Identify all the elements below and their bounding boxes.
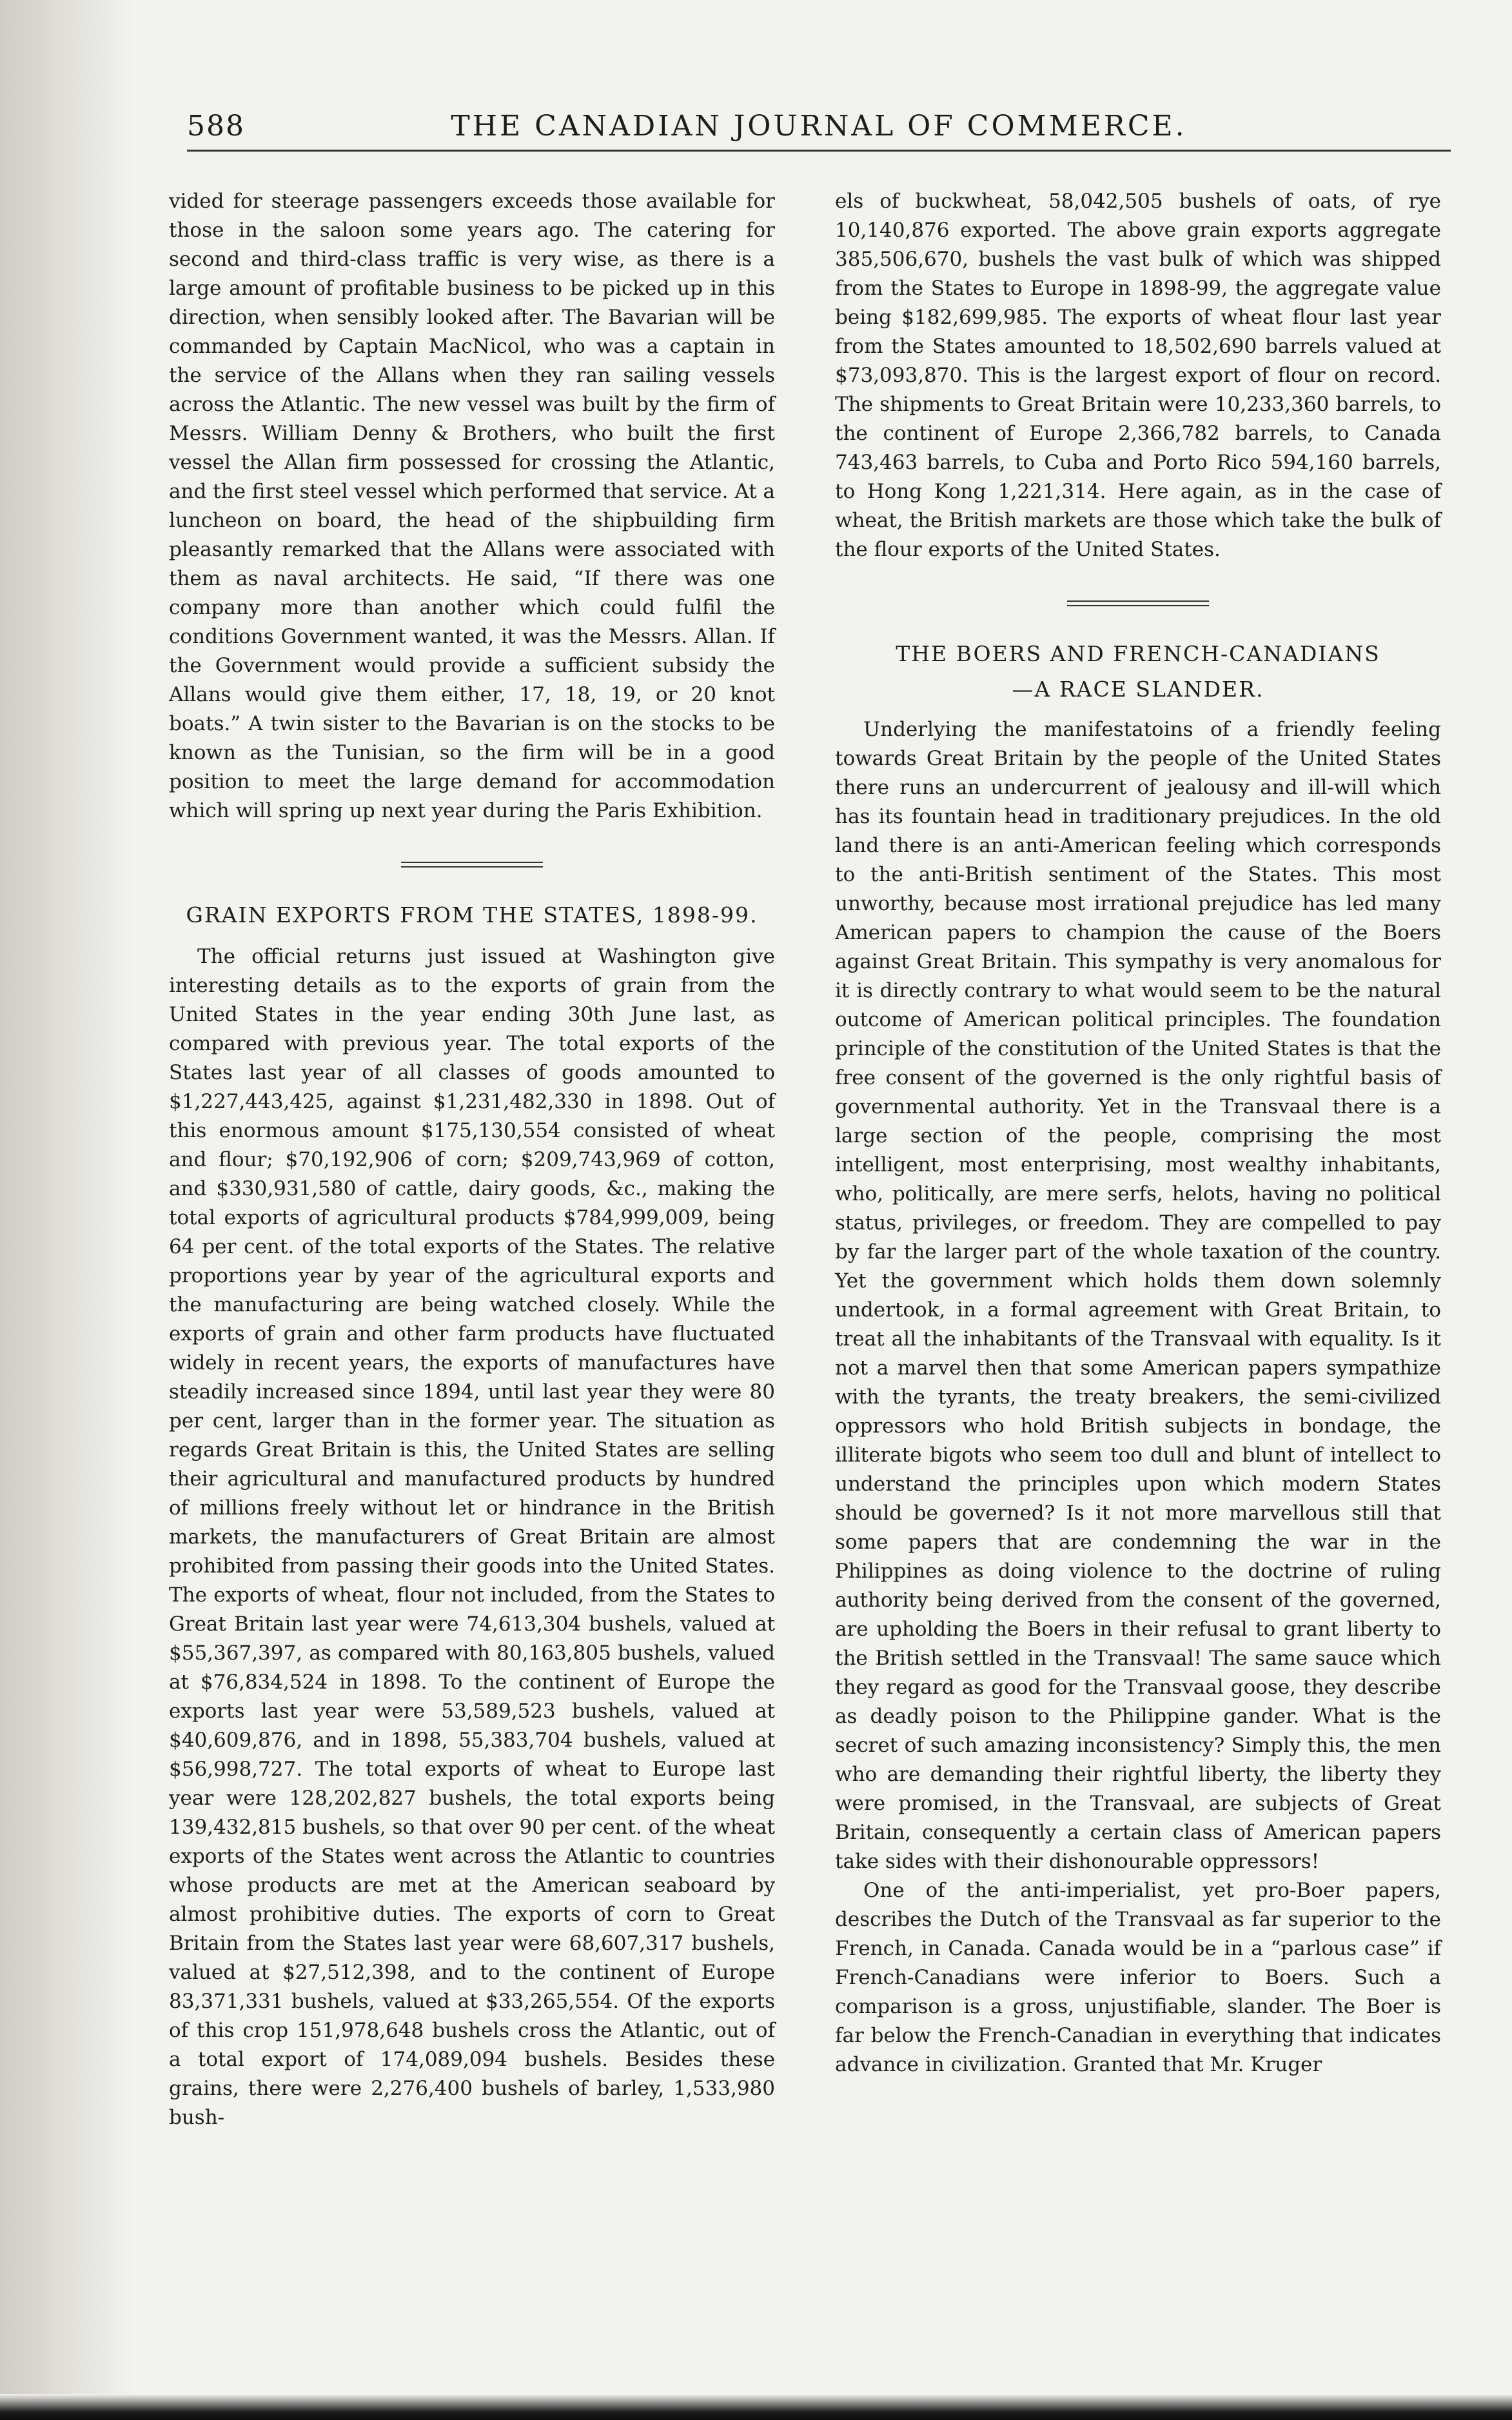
page-bottom-edge <box>0 2394 1512 2420</box>
page-header <box>187 110 1451 148</box>
right-column <box>835 187 1441 2380</box>
boers-heading-line1: THE BOERS AND FRENCH-CANADIANS <box>896 641 1380 666</box>
left-column <box>169 187 775 2380</box>
journal-title: THE CANADIAN JOURNAL OF COMMERCE. <box>451 110 1187 143</box>
header-rule <box>187 150 1451 152</box>
steamship-paragraph: vided for steerage passengers exceeds those available for those in the saloon some years ago. The catering for second and third-class traffic is very wise, as there is a large amount of profitable business to be picked up in this direction, when sensibly looked after. The Bavarian will be commanded by Captain MacNicol, who was a captain in the service of the Allans when they ran sailing vessels across the Atlantic. The new vessel was built by the firm of Messrs. William Denny & Brothers, who built the first vessel the Allan firm possessed for crossing the Atlantic, and the first steel vessel which performed that service. At a luncheon on board, the head of the shipbuilding firm pleasantly remarked that the Allans were associated with them as naval architects. He said, “If there was one company more than another which could fulfil the conditions Government wanted, it was the Messrs. Allan. If the Government would provide a sufficient subsidy the Allans would give them either, 17, 18, 19, or 20 knot boats.” A twin sister to the Bavarian is on the stocks to be known as the Tunisian, so the firm will be in a good position to meet the large demand for accommodation which will spring up next year during the Paris Exhibition. <box>169 190 775 822</box>
page-number: 588 <box>187 110 245 143</box>
grain-continued-paragraph: els of buckwheat, 58,042,505 bushels of oats, of rye 10,140,876 exported. The above grain exports aggregate 385,506,670, bushels the vast bulk of which was shipped from the States to Europe in 1898-99, the aggregate value being $182,699,985. The exports of wheat flour last year from the States amounted to 18,502,690 barrels valued at $73,093,870. This is the largest export of flour on record. The shipments to Great Britain were 10,233,360 barrels, to the continent of Europe 2,366,782 barrels, to Canada 743,463 barrels, to Cuba and Porto Rico 594,160 barrels, to Hong Kong 1,221,314. Here again, as in the case of wheat, the British markets are those which take the bulk of the flour exports of the United States. <box>835 190 1441 561</box>
section-divider <box>1067 600 1209 606</box>
boers-paragraph-1: Underlying the manifestatoins of a friendly feeling towards Great Britain by the people of the United States there runs an undercurrent of jealousy and ill-will which has its fountain head in traditionary prejudices. In the old land there is an anti-American feeling which corresponds to the anti-British sentiment of the States. This most unworthy, because most irrational prejudice has led many American papers to champion the cause of the Boers against Great Britain. This sympathy is very anomalous for it is directly contrary to what would seem to be the natural outcome of American political principles. The foundation principle of the constitution of the United States is that the free consent of the governed is the only rightful basis of governmental authority. Yet in the Transvaal there is a large section of the people, comprising the most intelligent, most enterprising, most wealthy inhabitants, who, politically, are mere serfs, helots, having no political status, privileges, or freedom. They are compelled to pay by far the larger part of the whole taxation of the country. Yet the government which holds them down solemnly undertook, in a formal agreement with Great Britain, to treat all the inhabitants of the Transvaal with equality. Is it not a marvel then that some American papers sympathize with the tyrants, the treaty breakers, the semi-civilized oppressors who hold British subjects in bondage, the illiterate bigots who seem too dull and blunt of intellect to understand the principles upon which modern States should be governed? Is it not more marvellous still that some papers that are condemning the war in the Philippines as doing violence to the doctrine of ruling authority being derived from the consent of the governed, are upholding the Boers in their refusal to grant liberty to the British settled in the Transvaal! The same sauce which they regard as good for the Transvaal goose, they describe as deadly poison to the Philippine gander. What is the secret of such amazing inconsistency? Simply this, the men who are demanding their rightful liberty, the liberty they were promised, in the Transvaal, are subjects of Great Britain, consequently a certain class of American papers take sides with their dishonourable oppressors! <box>835 718 1441 1873</box>
boers-heading-line2: —A RACE SLANDER. <box>1012 677 1264 702</box>
grain-exports-paragraph: The official returns just issued at Washington give interesting details as to the exports of grain from the United States in the year ending 30th June last, as compared with previous year. The total exports of the States last year of all classes of goods amounted to $1,227,443,425, against $1,231,482,330 in 1898. Out of this enormous amount $175,130,554 consisted of wheat and flour; $70,192,906 of corn; $209,743,969 of cotton, and $330,931,580 of cattle, dairy goods, &c., making the total exports of agricultural products $784,999,009, being 64 per cent. of the total exports of the States. The relative proportions year by year of the agricultural exports and the manufacturing are being watched closely. While the exports of grain and other farm products have fluctuated widely in recent years, the exports of manufactures have steadily increased since 1894, until last year they were 80 per cent, larger than in the former year. The situation as regards Great Britain is this, the United States are selling their agricultural and manufactured products by hundred of millions freely without let or hindrance in the British markets, the manufacturers of Great Britain are almost prohibited from passing their goods into the United States. The exports of wheat, flour not included, from the States to Great Britain last year were 74,613,304 bushels, valued at $55,367,397, as compared with 80,163,805 bushels, valued at $76,834,524 in 1898. To the continent of Europe the exports last year were 53,589,523 bushels, valued at $40,609,876, and in 1898, 55,383,704 bushels, valued at $56,998,727. The total exports of wheat to Europe last year were 128,202,827 bushels, the total exports being 139,432,815 bushels, so that over 90 per cent. of the wheat exports of the States went across the Atlantic to countries whose products are met at the American seaboard by almost prohibitive duties. The exports of corn to Great Britain from the States last year were 68,607,317 bushels, valued at $27,512,398, and to the continent of Europe 83,371,331 bushels, valued at $33,265,554. Of the exports of this crop 151,978,648 bushels cross the Atlantic, out of a total export of 174,089,094 bushels. Besides these grains, there were 2,276,400 bushels of barley, 1,533,980 bush- <box>169 945 775 2129</box>
grain-exports-heading: GRAIN EXPORTS FROM THE STATES, 1898-99. <box>186 902 758 927</box>
section-divider <box>401 862 543 868</box>
page-binding-edge <box>0 0 135 2420</box>
boers-paragraph-2: One of the anti-imperialist, yet pro-Boer papers, describes the Dutch of the Transvaal as far superior to the French, in Canada. Canada would be in a “parlous case” if French-Canadians were inferior to Boers. Such a comparison is a gross, unjustifiable, slander. The Boer is far below the French-Canadian in everything that indicates advance in civilization. Granted that Mr. Kruger <box>835 1879 1441 2076</box>
